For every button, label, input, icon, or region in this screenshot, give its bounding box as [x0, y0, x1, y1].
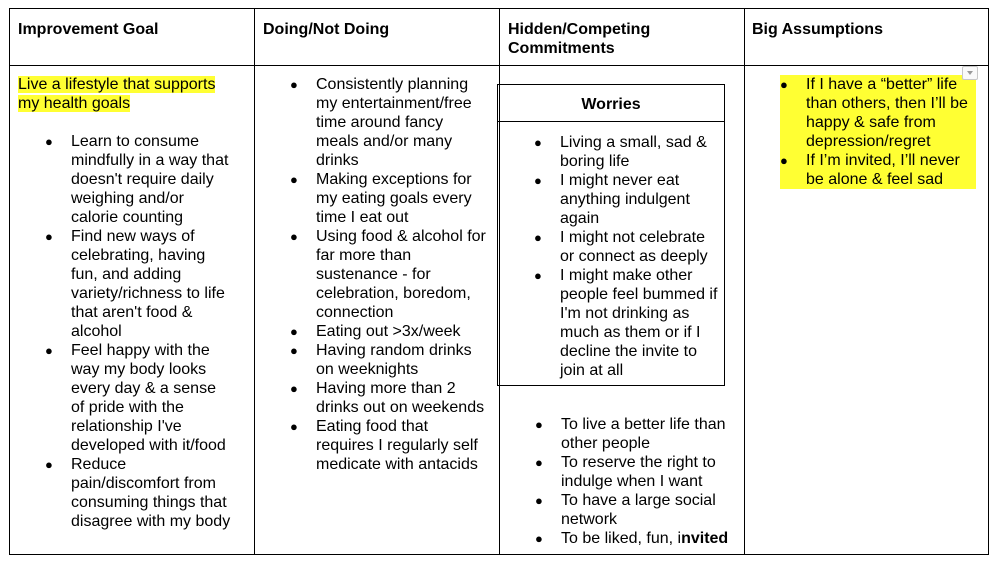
doing-not-doing-cell[interactable]: [290, 75, 490, 474]
list-item: ● If I have a “better” life than others, then I’ll be happy & safe from depression/regret: [780, 75, 976, 151]
list-item: ● If I’m invited, I’ll never be alone & feel sad: [780, 151, 976, 189]
commitments-list: [535, 415, 735, 548]
list-item: ● Reduce pain/discomfort from consuming things that disagree with my body: [45, 455, 233, 531]
dropdown-arrow-icon[interactable]: [962, 66, 978, 80]
list-item: ● I might never eat anything indulgent again: [534, 171, 720, 228]
header-competing-commitments[interactable]: Hidden/Competing Commitments: [508, 21, 651, 57]
worries-table[interactable]: [497, 84, 725, 386]
big-assumptions-list: [780, 75, 976, 189]
list-item: ● To live a better life than other people: [535, 415, 735, 453]
big-assumptions-cell[interactable]: [780, 75, 976, 189]
commitments-cell[interactable]: [535, 415, 735, 548]
worries-list: [534, 133, 720, 380]
worries-title: Worries: [581, 96, 641, 113]
list-item: ● Having random drinks on weeknights: [290, 341, 490, 379]
main-goal: [18, 75, 230, 113]
list-item: ● I might not celebrate or connect as deeply: [534, 228, 720, 266]
doing-not-doing-list: [290, 75, 490, 474]
list-item: ● To reserve the right to indulge when I want: [535, 453, 735, 491]
worries-cell: [534, 133, 720, 380]
header-big-assumptions[interactable]: Big Assumptions: [752, 21, 883, 38]
commitment-bold-text: nvited: [681, 530, 729, 547]
list-item: ● Find new ways of celebrating, having fun, and adding variety/richness to life that aren't food & alcohol: [45, 227, 233, 341]
list-item: [535, 529, 735, 548]
list-item: ● Learn to consume mindfully in a way that doesn't require daily weighing and/or calorie counting: [45, 132, 233, 227]
list-item: ● Living a small, sad & boring life: [534, 133, 720, 171]
main-goal-text: Live a lifestyle that supports my health goals: [18, 76, 216, 112]
list-item: ● Eating out >3x/week: [290, 322, 490, 341]
list-item: ● Consistently planning my entertainment/free time around fancy meals and/or many drinks: [290, 75, 490, 170]
list-item: ● Having more than 2 drinks out on weekends: [290, 379, 490, 417]
list-item: ● Making exceptions for my eating goals every time I eat out: [290, 170, 490, 227]
list-item: ● Eating food that requires I regularly self medicate with antacids: [290, 417, 490, 474]
list-item: ● I might make other people feel bummed if I'm not drinking as much as them or if I decline the invite to join at all: [534, 266, 720, 380]
commitment-text: To be liked, fun, i: [561, 530, 682, 547]
improvement-goal-list: [18, 132, 233, 531]
header-doing-not-doing[interactable]: Doing/Not Doing: [263, 21, 390, 38]
list-item: ● Feel happy with the way my body looks every day & a sense of pride with the relationship I've developed with it/food: [45, 341, 233, 455]
improvement-goal-cell[interactable]: [18, 75, 233, 531]
header-divider: [10, 65, 988, 66]
column-divider: [744, 9, 745, 554]
header-improvement-goal[interactable]: Improvement Goal: [18, 21, 159, 38]
column-divider: [254, 9, 255, 554]
list-item: ● Using food & alcohol for far more than sustenance - for celebration, boredom, connection: [290, 227, 490, 322]
list-item: ● To have a large social network: [535, 491, 735, 529]
worries-divider: [498, 121, 724, 122]
